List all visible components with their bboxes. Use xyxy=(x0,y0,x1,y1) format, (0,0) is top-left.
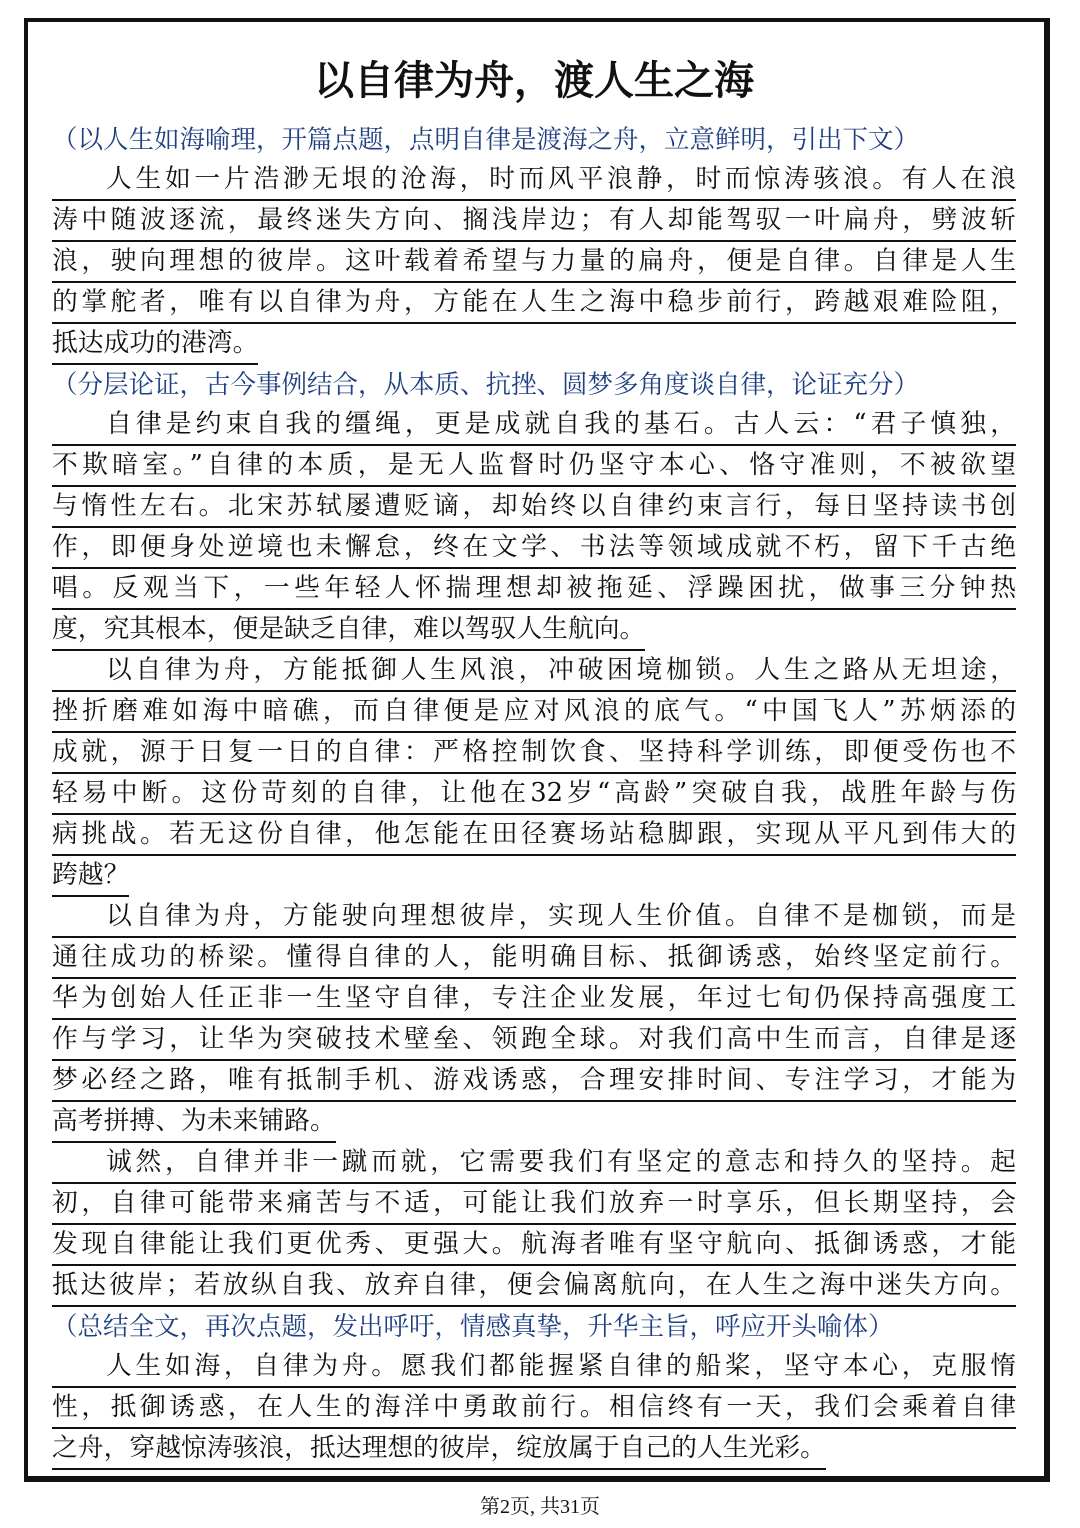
essay-line: 与惰性左右。北宋苏轼屡遭贬谪，却始终以自律约束言行，每日坚持读书创 xyxy=(52,487,1016,528)
essay-line: 之舟，穿越惊涛骇浪，抵达理想的彼岸，绽放属于自己的人生光彩。 xyxy=(52,1429,826,1470)
comment-conclusion: （总结全文，再次点题，发出呼吁，情感真挚，升华主旨，呼应开头喻体） xyxy=(52,1312,894,1342)
essay-line: 自律是约束自我的缰绳，更是成就自我的基石。古人云：“君子慎独， xyxy=(52,405,1016,446)
essay-line: 病挑战。若无这份自律，他怎能在田径赛场站稳脚跟，实现从平凡到伟大的 xyxy=(52,815,1016,856)
essay-line: 的掌舵者，唯有以自律为舟，方能在人生之海中稳步前行，跨越艰难险阻， xyxy=(52,283,1016,324)
essay-line: 人生如一片浩渺无垠的沧海，时而风平浪静，时而惊涛骇浪。有人在浪 xyxy=(52,160,1016,201)
essay-line: 通往成功的桥梁。懂得自律的人，能明确目标、抵御诱惑，始终坚定前行。 xyxy=(52,938,1016,979)
essay-line: 性，抵御诱惑，在人生的海洋中勇敢前行。相信终有一天，我们会乘着自律 xyxy=(52,1388,1016,1429)
essay-line: 初，自律可能带来痛苦与不适，可能让我们放弃一时享乐，但长期坚持，会 xyxy=(52,1184,1016,1225)
essay-line: 抵达成功的港湾。 xyxy=(52,324,258,365)
essay-line: 人生如海，自律为舟。愿我们都能握紧自律的船桨，坚守本心，克服惰 xyxy=(52,1347,1016,1388)
comment-intro: （以人生如海喻理，开篇点题，点明自律是渡海之舟，立意鲜明，引出下文） xyxy=(52,125,920,155)
paragraph-1 xyxy=(52,160,1016,365)
essay-line: 度，究其根本，便是缺乏自律，难以驾驭人生航向。 xyxy=(52,610,645,651)
paragraph-3 xyxy=(52,651,1016,897)
comment-body: （分层论证，古今事例结合，从本质、抗挫、圆梦多角度谈自律，论证充分） xyxy=(52,370,920,400)
essay-line: 作与学习，让华为突破技术壁垒、领跑全球。对我们高中生而言，自律是逐 xyxy=(52,1020,1016,1061)
paragraph-5 xyxy=(52,1143,1016,1307)
essay-line: 发现自律能让我们更优秀、更强大。航海者唯有坚守航向、抵御诱惑，才能 xyxy=(52,1225,1016,1266)
paragraph-4 xyxy=(52,897,1016,1143)
essay-line: 唱。反观当下，一些年轻人怀揣理想却被拖延、浮躁困扰，做事三分钟热 xyxy=(52,569,1016,610)
essay-line: 浪，驶向理想的彼岸。这叶载着希望与力量的扁舟，便是自律。自律是人生 xyxy=(52,242,1016,283)
essay-title: 以自律为舟，渡人生之海 xyxy=(314,58,754,104)
essay xyxy=(52,52,1016,1470)
essay-line: 成就，源于日复一日的自律：严格控制饮食、坚持科学训练，即便受伤也不 xyxy=(52,733,1016,774)
essay-line: 跨越？ xyxy=(52,856,129,897)
paragraph-6 xyxy=(52,1347,1016,1470)
paragraph-2 xyxy=(52,405,1016,651)
essay-line: 挫折磨难如海中暗礁，而自律便是应对风浪的底气。“中国飞人”苏炳添的 xyxy=(52,692,1016,733)
page-number: 第2页, 共31页 xyxy=(480,1496,600,1518)
essay-line: 华为创始人任正非一生坚守自律，专注企业发展，年过七旬仍保持高强度工 xyxy=(52,979,1016,1020)
essay-line: 作，即便身处逆境也未懈怠，终在文学、书法等领域成就不朽，留下千古绝 xyxy=(52,528,1016,569)
essay-line: 轻易中断。这份苛刻的自律，让他在32岁“高龄”突破自我，战胜年龄与伤 xyxy=(52,774,1016,815)
essay-line: 涛中随波逐流，最终迷失方向、搁浅岸边；有人却能驾驭一叶扁舟，劈波斩 xyxy=(52,201,1016,242)
essay-line: 以自律为舟，方能驶向理想彼岸，实现人生价值。自律不是枷锁，而是 xyxy=(52,897,1016,938)
essay-line: 高考拼搏、为未来铺路。 xyxy=(52,1102,336,1143)
essay-line: 诚然，自律并非一蹴而就，它需要我们有坚定的意志和持久的坚持。起 xyxy=(52,1143,1016,1184)
essay-line: 抵达彼岸；若放纵自我、放弃自律，便会偏离航向，在人生之海中迷失方向。 xyxy=(52,1266,1016,1307)
essay-line: 梦必经之路，唯有抵制手机、游戏诱惑，合理安排时间、专注学习，才能为 xyxy=(52,1061,1016,1102)
essay-line: 不欺暗室。”自律的本质，是无人监督时仍坚守本心、恪守准则，不被欲望 xyxy=(52,446,1016,487)
essay-line: 以自律为舟，方能抵御人生风浪，冲破困境枷锁。人生之路从无坦途， xyxy=(52,651,1016,692)
